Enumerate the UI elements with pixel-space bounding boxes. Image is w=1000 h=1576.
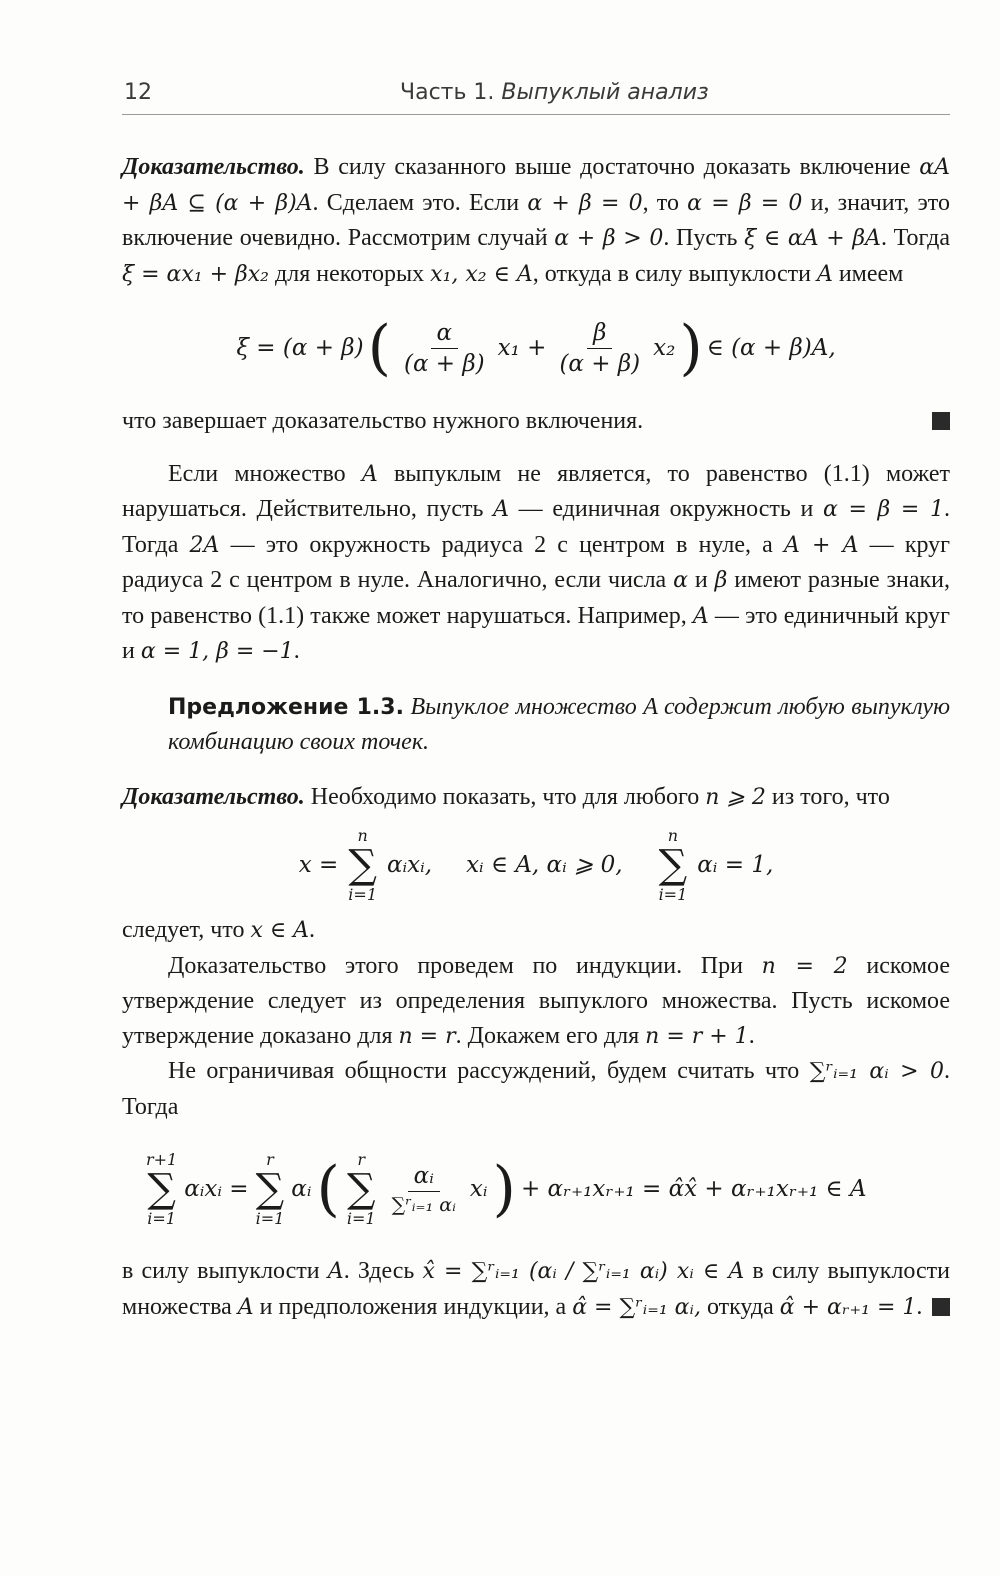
page-header [122, 78, 950, 115]
remark-paragraph: Если множество A выпуклым не является, то равенство (1.1) может нарушаться. Действительно, пусть A — единичная окружность и α = β = 1. Тогда 2A — это окружность радиуса 2 с центром в нуле, а A + A — круг радиуса 2 с центром в нуле. Аналогично, если числа α и β имеют разные знаки, то равенство (1.1) также может нарушаться. Например, A — это единичный круг и α = 1, β = −1. [122, 460, 951, 664]
page-body [122, 150, 950, 1325]
equation-xi: ξ = (α + β) ( $\frac{\alpha}{(\alpha + \beta)}$ x₁ + $\frac{\beta}{(\alpha + \beta)}$ x₂ ) ∈ (α + β)A, [236, 313, 836, 383]
proof-label: Доказательство. [122, 154, 305, 180]
proposition-1-3: Предложение 1.3. Выпуклое множество A содержит любую выпуклую комбинацию своих точек. [168, 693, 951, 755]
proof-label: Доказательство. [122, 783, 305, 810]
proof-2-conclusion: в силу выпуклости A. Здесь x̂ = ∑ʳᵢ₌₁ (αᵢ / ∑ʳᵢ₌₁ αᵢ) xᵢ ∈ A в силу выпуклости множества A и предположения индукции, а α̂ = ∑ʳᵢ₌₁ αᵢ, откуда α̂ + αᵣ₊₁ = 1. [122, 1258, 951, 1320]
proposition-label: Предложение 1.3. [168, 694, 404, 720]
page-number: 12 [124, 80, 152, 105]
qed-square-icon [932, 1298, 950, 1316]
proof-2-paragraph: Доказательство. Необходимо показать, что для любого n ⩾ 2 из того, что [122, 783, 890, 810]
qed-square-icon [932, 412, 950, 430]
generality-paragraph: Не ограничивая общности рассуждений, будем считать что ∑ʳᵢ₌₁ αᵢ > 0. Тогда [122, 1058, 950, 1120]
induction-paragraph: Доказательство этого проведем по индукции. При n = 2 искомое утверждение следует из определения выпуклого множества. Пусть искомое утверждение доказано для n = r. Докажем его для n = r + 1. [122, 952, 950, 1049]
proof-1-paragraph: Доказательство. В силу сказанного выше достаточно доказать включение αA + βA ⊆ (α + β)A. Сделаем это. Если α + β = 0, то α = β = 0 и, значит, это включение очевидно. Рассмотрим случай α + β > 0. Пусть ξ ∈ αA + βA. Тогда ξ = αx₁ + βx₂ для некоторых x₁, x₂ ∈ A, откуда в силу выпуклости A имеем [122, 154, 950, 287]
proof-2-follows: следует, что x ∈ A. [122, 917, 316, 943]
equation-induction-step: r+1 ∑ i=1 αᵢxᵢ = r ∑ i=1 αᵢ ( r ∑ i=1 $\frac{\text{αᵢ}}{\text{∑ʳᵢ₌₁ αᵢ}}$ xᵢ ) + αᵣ₊₁xᵣ₊₁ = α̂x̂ + αᵣ₊₁xᵣ₊₁ ∈ A [146, 1150, 867, 1228]
proof-1-closing: что завершает доказательство нужного включения. [122, 404, 950, 439]
equation-convex-combination: x = n ∑ i=1 αᵢxᵢ, xᵢ ∈ A, αᵢ ⩾ 0, n ∑ i=1 αᵢ = 1, [298, 826, 774, 904]
running-title: Часть 1. Выпуклый анализ [400, 80, 709, 105]
